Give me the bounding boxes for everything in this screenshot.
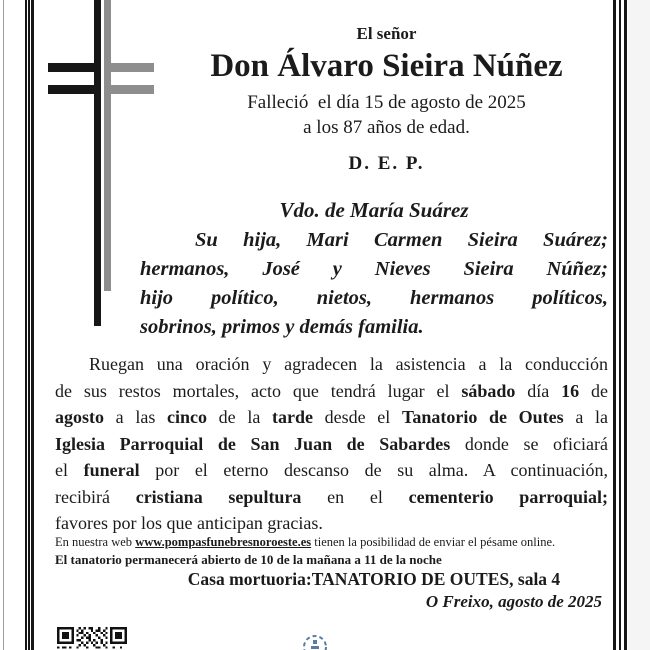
- death-date-line: Falleció el día 15 de agosto de 2025: [247, 92, 526, 113]
- text-line: sobrinos, primos y demás familia.: [140, 316, 424, 338]
- mortuary-line: Casa mortuoria:TANATORIO DE OUTES, sala 4: [187, 569, 561, 589]
- frame-line-left-2: [28, 0, 30, 650]
- header-block: [165, 23, 608, 175]
- tanatorio-hours-note: El tanatorio permanecerá abierto de 10 de la mañana a 11 de la noche: [55, 552, 442, 567]
- text-line: Iglesia Parroquial de San Juan de Sabardes donde se oficiará: [55, 433, 608, 454]
- family-block: [140, 197, 608, 342]
- frame-line-outer-left: [3, 0, 4, 650]
- web-note-suffix: tienen la posibilidad de enviar el pésame online.: [311, 535, 556, 549]
- text-line: hermanos, José y Nieves Sieira Núñez;: [140, 258, 608, 280]
- family-lines: [140, 226, 608, 342]
- text-line: recibirá cristiana sepultura en el cementerio parroquial;: [55, 486, 608, 507]
- text-line: hijo político, nietos, hermanos políticos,: [140, 287, 608, 309]
- text-line: Su hija, Mari Carmen Sieira Suárez;: [195, 229, 608, 251]
- place-date-line: O Freixo, agosto de 2025: [425, 592, 602, 611]
- cross-vertical-gray: [104, 0, 111, 291]
- frame-line-left-1: [25, 0, 27, 650]
- qr-code-icon: [57, 627, 127, 650]
- frame-line-left-3: [31, 0, 34, 650]
- frame-line-right-3: [624, 0, 627, 650]
- cross-arm-upper-left-black: [48, 63, 94, 72]
- widower-line: Vdo. de María Suárez: [279, 198, 469, 222]
- text-line: favores por los que anticipan gracias.: [55, 513, 323, 533]
- page-right-margin: [628, 0, 650, 650]
- age-line: a los 87 años de edad.: [303, 117, 470, 138]
- notes-block: [55, 535, 615, 568]
- frame-line-right-2: [619, 0, 621, 650]
- text-line: de sus restos mortales, acto que tendrá lugar el sábado día 16 de: [55, 380, 608, 401]
- cross-arm-lower-right-gray: [104, 85, 154, 94]
- text-line: agosto a las cinco de la tarde desde el Tanatorio de Outes a la: [55, 407, 609, 427]
- pre-title: El señor: [356, 24, 417, 43]
- dep-abbreviation: D. E. P.: [348, 153, 425, 174]
- web-note: [55, 535, 615, 550]
- condolence-website-link[interactable]: www.pompasfunebresnoroeste.es: [135, 535, 312, 549]
- text-line: Ruegan una oración y agradecen la asistencia a la conducción: [89, 354, 608, 374]
- text-line: el funeral por el eterno descanso de su alma. A continuación,: [55, 460, 608, 480]
- funeral-home-emblem-icon: [300, 632, 330, 650]
- cross-arm-lower-left-black: [48, 85, 101, 94]
- deceased-name: Don Álvaro Sieira Núñez: [210, 48, 563, 84]
- cross-vertical-black: [94, 0, 101, 326]
- announcement-paragraph: [55, 351, 608, 537]
- web-note-prefix: En nuestra web: [55, 535, 136, 549]
- cross-arm-upper-right-gray: [104, 63, 154, 72]
